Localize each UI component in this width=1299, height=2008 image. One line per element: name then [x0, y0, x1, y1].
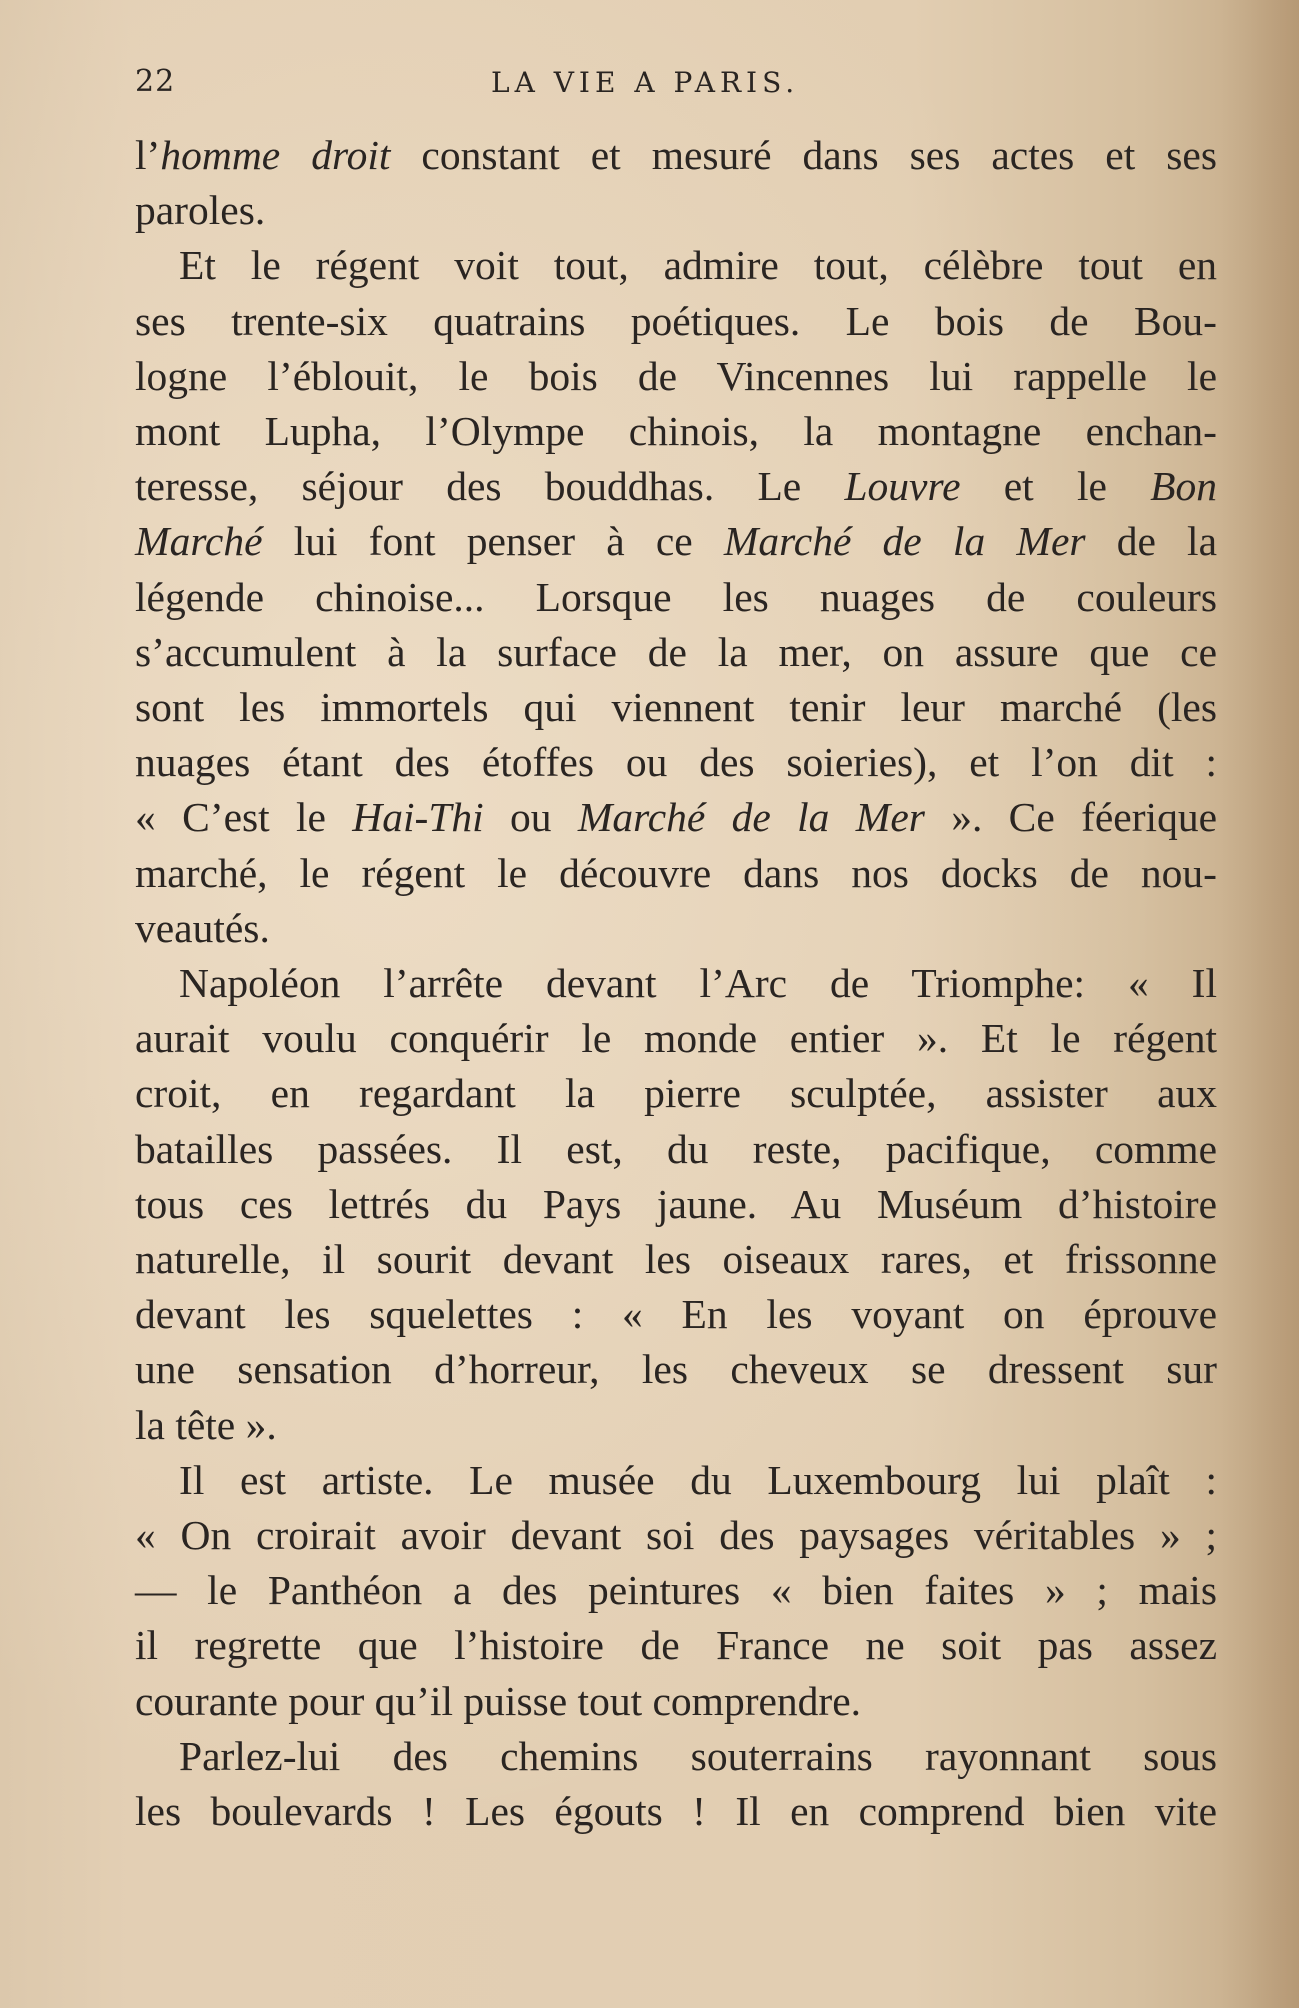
text-line — [135, 1011, 1217, 1066]
body-text — [135, 128, 1217, 1839]
text-span: croit, en regardant la pierre sculptée, assister aux — [135, 1070, 1217, 1117]
text-span: courante pour qu’il puisse tout comprendre. — [135, 1677, 862, 1724]
page-number: 22 — [135, 64, 176, 99]
text-line — [135, 1784, 1217, 1839]
italic-text: homme droit — [160, 132, 391, 178]
text-line — [135, 1342, 1217, 1397]
text-span: sont les immortels qui viennent tenir leur marché (les — [135, 684, 1217, 731]
text-line — [135, 570, 1217, 625]
text-span: batailles passées. Il est, du reste, pacifique, comme — [135, 1125, 1217, 1172]
text-span: les boulevards ! Les égouts ! Il en comprend bien vite — [135, 1788, 1217, 1835]
text-line — [135, 294, 1217, 349]
italic-text: Bon — [1150, 463, 1217, 510]
text-line — [135, 735, 1217, 790]
text-line — [135, 404, 1217, 459]
text-span: constant et mesuré dans ses actes et ses — [390, 132, 1217, 178]
text-line — [135, 514, 1217, 569]
text-line — [135, 349, 1217, 404]
italic-text: Marché de la Mer — [577, 794, 925, 841]
text-line — [135, 1066, 1217, 1121]
text-span: de la — [1085, 518, 1217, 565]
text-span: légende chinoise... Lorsque les nuages de couleurs — [135, 573, 1217, 620]
text-line — [135, 128, 1217, 183]
italic-text: Louvre — [844, 463, 961, 510]
text-line — [135, 1508, 1217, 1563]
text-span: tous ces lettrés du Pays jaune. Au Muséum d’histoire — [135, 1180, 1217, 1227]
italic-text: Hai-Thi — [352, 794, 484, 841]
text-line — [135, 625, 1217, 680]
text-line — [135, 790, 1217, 845]
text-span: nuages étant des étoffes ou des soieries), et l’on dit : — [135, 739, 1217, 786]
text-span: teresse, séjour des bouddhas. Le — [135, 463, 845, 510]
italic-text: Marché — [135, 518, 263, 565]
text-line — [135, 1232, 1217, 1287]
text-line — [135, 238, 1217, 293]
text-span: — le Panthéon a des peintures « bien faites » ; mais — [135, 1567, 1217, 1614]
text-line — [135, 183, 1217, 238]
text-line — [135, 1177, 1217, 1232]
running-head — [135, 64, 1235, 114]
text-line — [135, 1674, 1217, 1729]
italic-text: Marché de la Mer — [723, 518, 1086, 565]
text-span: veautés. — [135, 904, 270, 951]
text-span: Il est artiste. Le musée du Luxembourg lui plaît : — [179, 1456, 1217, 1503]
text-span: une sensation d’horreur, les cheveux se dressent sur — [135, 1346, 1217, 1393]
text-span: il regrette que l’histoire de France ne soit pas assez — [135, 1622, 1217, 1669]
text-line — [135, 1563, 1217, 1618]
text-line — [135, 1398, 1217, 1453]
text-line — [135, 459, 1217, 514]
text-line — [135, 1618, 1217, 1673]
text-span: paroles. — [135, 187, 266, 234]
text-span: « On croirait avoir devant soi des paysages véritables » ; — [135, 1512, 1217, 1559]
text-span: devant les squelettes : « En les voyant on éprouve — [135, 1291, 1217, 1338]
text-span: Parlez-lui des chemins souterrains rayonnant sous — [179, 1732, 1217, 1779]
text-span: la tête ». — [135, 1401, 277, 1448]
text-span: mont Lupha, l’Olympe chinois, la montagne enchan- — [135, 408, 1217, 455]
text-span: logne l’éblouit, le bois de Vincennes lui rappelle le — [135, 352, 1217, 399]
text-span: lui font penser à ce — [262, 518, 724, 565]
text-span: marché, le régent le découvre dans nos docks de nou- — [135, 849, 1217, 896]
text-line — [135, 1729, 1217, 1784]
text-line — [135, 846, 1217, 901]
text-span: ou — [483, 794, 578, 841]
text-span: « C’est le — [135, 794, 353, 841]
text-line — [135, 956, 1217, 1011]
running-title: LA VIE A PARIS. — [491, 66, 800, 99]
text-span: aurait voulu conquérir le monde entier ». Et le régent — [135, 1015, 1217, 1062]
text-span: et le — [960, 463, 1151, 510]
text-span: Et le régent voit tout, admire tout, célèbre tout en — [179, 242, 1217, 289]
text-span: ». Ce féerique — [924, 794, 1217, 841]
text-line — [135, 1122, 1217, 1177]
text-line — [135, 1453, 1217, 1508]
text-line — [135, 680, 1217, 735]
text-span: l’ — [135, 132, 161, 178]
text-line — [135, 901, 1217, 956]
text-span: Napoléon l’arrête devant l’Arc de Triomphe: « Il — [179, 960, 1217, 1007]
text-line — [135, 1287, 1217, 1342]
text-span: s’accumulent à la surface de la mer, on assure que ce — [135, 628, 1217, 675]
text-span: naturelle, il sourit devant les oiseaux rares, et frissonne — [135, 1236, 1217, 1283]
text-span: ses trente-six quatrains poétiques. Le bois de Bou- — [135, 297, 1217, 344]
